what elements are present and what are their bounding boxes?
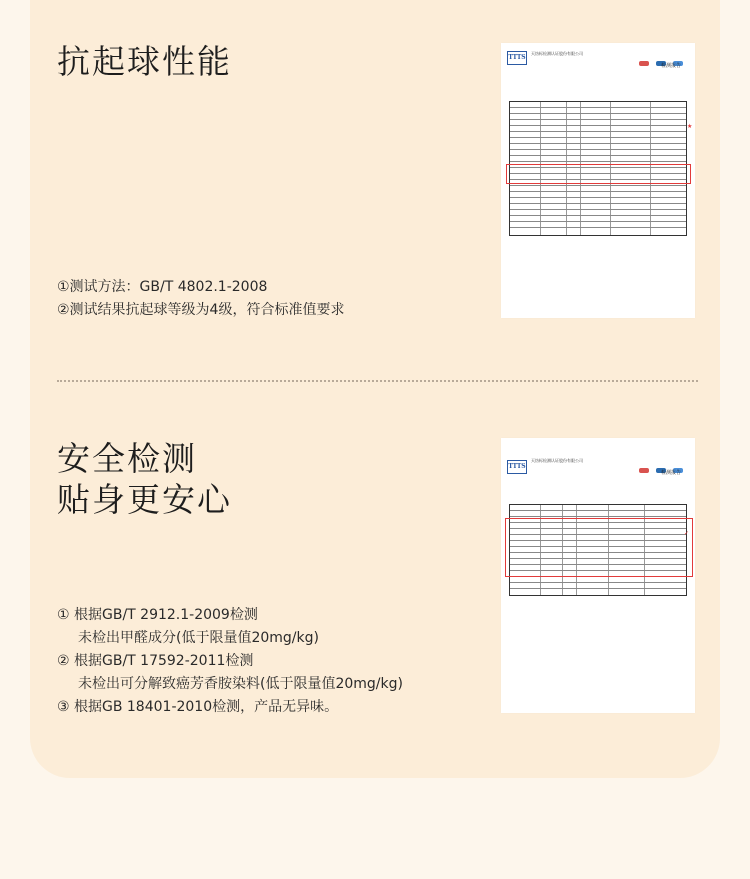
- safety-note-azo: ② 根据GB/T 17592-2011检测: [57, 653, 254, 669]
- safety-note-odor: ③ 根据GB 18401-2010检测，产品无异味。: [57, 699, 339, 715]
- report-star-mark: ★: [687, 123, 693, 130]
- safety-note-formaldehyde: ① 根据GB/T 2912.1-2009检测: [57, 607, 258, 623]
- report-check-mark: ✓: [684, 530, 690, 537]
- report-cert-badges: [637, 51, 687, 59]
- safety-title-line1: 安全检测: [57, 439, 197, 478]
- report-org: 天纺标检测认证股份有限公司: [531, 458, 583, 463]
- pilling-note-method: ①测试方法：GB/T 4802.1-2008: [57, 279, 268, 295]
- report-cert-badges: [637, 458, 687, 466]
- safety-note-azo-result: 未检出可分解致癌芳香胺染料(低于限量值20mg/kg): [78, 676, 403, 692]
- safety-title-line2: 贴身更安心: [57, 480, 232, 519]
- report-logo: TTTS: [507, 460, 527, 474]
- report-title: 检测报告: [660, 63, 681, 69]
- pilling-title: 抗起球性能: [57, 42, 232, 81]
- report-title: 检测报告: [660, 470, 681, 476]
- safety-test-report-image: [501, 438, 695, 713]
- report-org: 天纺标检测认证股份有限公司: [531, 51, 583, 56]
- report-header: [507, 51, 689, 73]
- report-logo: TTTS: [507, 51, 527, 65]
- section-divider: [57, 380, 698, 382]
- report-header: [507, 446, 689, 476]
- report-highlight-box: [505, 518, 693, 577]
- report-highlight-box: [506, 164, 691, 184]
- pilling-test-report-image: [501, 43, 695, 318]
- safety-note-formaldehyde-result: 未检出甲醛成分(低于限量值20mg/kg): [78, 630, 319, 646]
- cma-badge-icon: [639, 468, 649, 473]
- pilling-note-result: ②测试结果抗起球等级为4级，符合标准值要求: [57, 302, 345, 318]
- cma-badge-icon: [639, 61, 649, 66]
